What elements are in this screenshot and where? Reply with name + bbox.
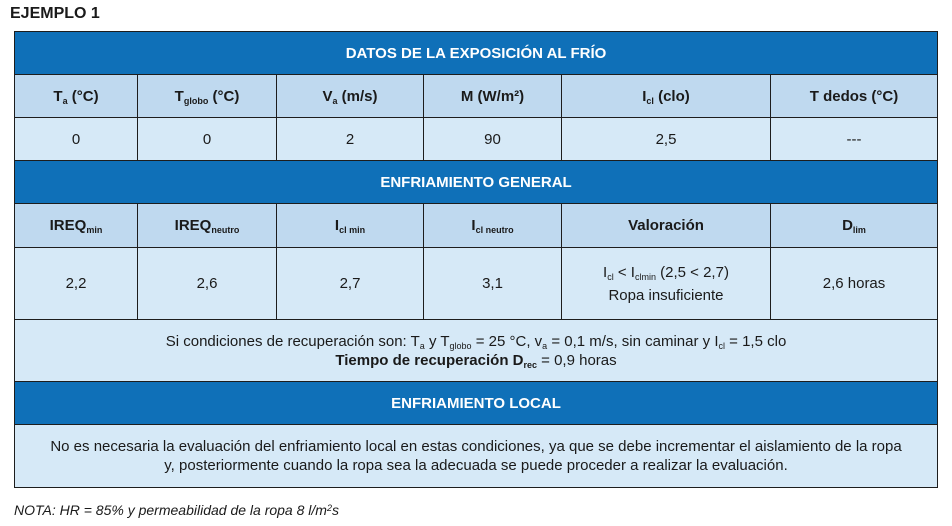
local-text-line-2: y, posteriormente cuando la ropa sea la adecuada se puede proceder a realizar la evaluación.: [164, 457, 788, 474]
header-dlim: $D_{lim}$: [771, 204, 938, 248]
recovery-conditions: Si condiciones de recuperación son: $T_a$ y $T_{globo} = 25$ °C, $v_a = 0,1$ m/s, sin caminar y $I_{cl} = 1,5$ clo: [165, 332, 787, 351]
exposure-section-row: [15, 32, 938, 75]
header-ta: $T_a$ (°C): [15, 75, 138, 118]
header-ireq-min: $IREQ_{min}$: [15, 204, 138, 248]
general-section-title: ENFRIAMIENTO GENERAL: [15, 161, 938, 204]
header-ireq-neutro: $IREQ_{neutro}$: [138, 204, 277, 248]
value-icl: 2,5: [562, 118, 771, 161]
value-icl-min: 2,7: [277, 248, 424, 320]
value-ta: 0: [15, 118, 138, 161]
exposure-section-title: DATOS DE LA EXPOSICIÓN AL FRÍO: [15, 32, 938, 75]
header-t-dedos: T dedos (°C): [771, 75, 938, 118]
header-tglobo: $T_{globo}$ (°C): [138, 75, 277, 118]
value-dlim: 2,6 horas: [771, 248, 938, 320]
valoracion-verdict: Ropa insuficiente: [608, 286, 724, 304]
page-title: EJEMPLO 1: [10, 5, 100, 22]
recovery-time: Tiempo de recuperación $D_{rec} = 0,9$ horas: [335, 351, 617, 370]
footnote: NOTA: HR = 85% y permeabilidad de la ropa 8 $l/m^2s$: [14, 502, 339, 518]
value-icl-neutro: 3,1: [424, 248, 562, 320]
header-valoracion: Valoración: [562, 204, 771, 248]
header-icl-neutro: $I_{cl neutro}$: [424, 204, 562, 248]
value-ireq-neutro: 2,6: [138, 248, 277, 320]
local-section-title: ENFRIAMIENTO LOCAL: [15, 382, 938, 425]
header-m: M (W/m²): [424, 75, 562, 118]
value-t-dedos: ---: [771, 118, 938, 161]
general-values-row: [15, 248, 938, 320]
recovery-row: [15, 320, 938, 382]
cold-exposure-table: [14, 31, 938, 488]
local-section-row: [15, 382, 938, 425]
exposure-header-row: [15, 75, 938, 118]
local-text: [15, 425, 938, 488]
value-va: 2: [277, 118, 424, 161]
general-header-row: [15, 204, 938, 248]
header-icl-min: $I_{cl min}$: [277, 204, 424, 248]
local-text-row: [15, 425, 938, 488]
valoracion-comparison: $I_{cl} < I_{clmin}$ (2,5 < 2,7): [603, 263, 729, 282]
local-text-line-1: No es necesaria la evaluación del enfriamiento local en estas condiciones, ya que se debe incrementar el aislamiento de la ropa: [50, 438, 902, 455]
value-valoracion: [562, 248, 771, 320]
exposure-values-row: [15, 118, 938, 161]
value-m: 90: [424, 118, 562, 161]
value-ireq-min: 2,2: [15, 248, 138, 320]
recovery-text: [15, 320, 938, 382]
header-va: $V_a$ (m/s): [277, 75, 424, 118]
header-icl: $I_{cl}$ (clo): [562, 75, 771, 118]
general-section-row: [15, 161, 938, 204]
value-tglobo: 0: [138, 118, 277, 161]
